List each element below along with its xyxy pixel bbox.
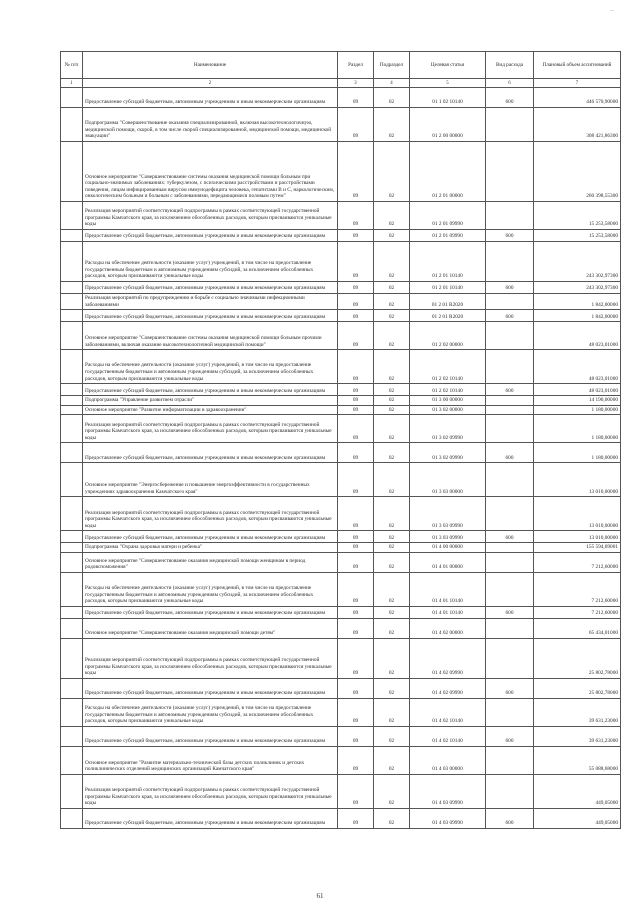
table-cell-razdel: 09 xyxy=(338,142,374,202)
table-row xyxy=(61,618,621,638)
table-cell-number xyxy=(61,322,83,350)
table-cell-razdel: 09 xyxy=(338,396,374,406)
table-cell-number xyxy=(61,774,83,808)
table-cell-target-article: 01 4 02 10140 xyxy=(410,698,486,726)
table-cell-razdel: 09 xyxy=(338,242,374,282)
table-cell-expense-type: 600 xyxy=(486,88,534,108)
table-cell-target-article: 01 3 02 09990 xyxy=(410,443,486,463)
table-cell-podrazdel: 02 xyxy=(374,384,410,396)
table-cell-target-article: 01 4 03 09990 xyxy=(410,808,486,828)
table-cell-razdel: 09 xyxy=(338,531,374,543)
table-cell-name: Основное мероприятие "Совершенствование оказания медицинской помощи женщинам в период родовспоможения" xyxy=(83,552,338,572)
table-cell-amount: 7 212,60000 xyxy=(534,552,621,572)
table-cell-podrazdel: 02 xyxy=(374,108,410,142)
table-cell-podrazdel: 02 xyxy=(374,142,410,202)
table-row xyxy=(61,678,621,698)
table-row xyxy=(61,746,621,774)
table-cell-podrazdel: 02 xyxy=(374,88,410,108)
table-cell-name: Предоставление субсидий бюджетным, автономным учреждениям и иным некоммерческим организациям xyxy=(83,88,338,108)
table-cell-number xyxy=(61,230,83,242)
table-cell-amount: 243 302,97300 xyxy=(534,242,621,282)
header-expense-type: Вид расхода xyxy=(486,52,534,79)
table-row xyxy=(61,463,621,497)
table-cell-number xyxy=(61,282,83,294)
table-cell-name: Реализация мероприятий соответствующей подпрограммы в рамках соответствующей государственной программы Камчатского края, за исключением обособленных расходов, которым присваиваются уникальные коды xyxy=(83,202,338,230)
table-cell-target-article: 01 2 02 00000 xyxy=(410,322,486,350)
table-cell-target-article: 01 2 01 R2020 xyxy=(410,310,486,322)
table-cell-razdel: 09 xyxy=(338,443,374,463)
table-cell-amount: 14 190,00000 xyxy=(534,396,621,406)
table-row xyxy=(61,543,621,553)
table-cell-number xyxy=(61,497,83,531)
table-cell-razdel: 09 xyxy=(338,384,374,396)
table-cell-expense-type: 600 xyxy=(486,808,534,828)
table-cell-name: Предоставление субсидий бюджетным, автономным учреждениям и иным некоммерческим организациям xyxy=(83,808,338,828)
table-cell-expense-type xyxy=(486,463,534,497)
table-cell-podrazdel: 02 xyxy=(374,808,410,828)
table-cell-razdel: 09 xyxy=(338,282,374,294)
table-cell-razdel: 09 xyxy=(338,108,374,142)
table-row xyxy=(61,108,621,142)
table-cell-number xyxy=(61,405,83,415)
table-cell-amount: 65 434,01000 xyxy=(534,618,621,638)
table-cell-podrazdel: 02 xyxy=(374,463,410,497)
table-row xyxy=(61,443,621,463)
column-number: 7 xyxy=(534,79,621,88)
table-cell-name: Подпрограмма "Охрана здоровья матери и ребенка" xyxy=(83,543,338,553)
table-cell-name: Предоставление субсидий бюджетным, автономным учреждениям и иным некоммерческим организациям xyxy=(83,384,338,396)
table-row xyxy=(61,350,621,384)
table-cell-amount: 55 088,68000 xyxy=(534,746,621,774)
table-cell-podrazdel: 02 xyxy=(374,726,410,746)
table-cell-podrazdel: 02 xyxy=(374,310,410,322)
table-cell-name: Расходы на обеспечение деятельности (оказание услуг) учреждений, в том числе на предоставление государственным бюджетным и автономным учреждениям субсидий, за исключением обособленных расходов, которым присваиваются уникальные коды xyxy=(83,698,338,726)
table-cell-expense-type: 600 xyxy=(486,678,534,698)
table-cell-amount: 260 398,55300 xyxy=(534,142,621,202)
table-body xyxy=(61,88,621,829)
column-number: 5 xyxy=(410,79,486,88)
header-number: № п/п xyxy=(61,52,83,79)
table-cell-amount: 15 253,58000 xyxy=(534,202,621,230)
table-row xyxy=(61,202,621,230)
table-cell-podrazdel: 02 xyxy=(374,202,410,230)
table-cell-expense-type: 600 xyxy=(486,310,534,322)
table-row xyxy=(61,384,621,396)
table-cell-amount: 25 802,78000 xyxy=(534,678,621,698)
table-cell-name: Реализация мероприятий соответствующей подпрограммы в рамках соответствующей государственной программы Камчатского края, за исключением обособленных расходов, которым присваиваются уникальные коды xyxy=(83,774,338,808)
table-row xyxy=(61,88,621,108)
table-cell-number xyxy=(61,606,83,618)
header-podrazdel: Подраздел xyxy=(374,52,410,79)
table-cell-podrazdel: 02 xyxy=(374,678,410,698)
table-cell-amount: 7 212,60000 xyxy=(534,606,621,618)
table-cell-number xyxy=(61,350,83,384)
table-cell-podrazdel: 02 xyxy=(374,396,410,406)
column-number: 6 xyxy=(486,79,534,88)
table-cell-expense-type xyxy=(486,774,534,808)
table-cell-expense-type xyxy=(486,698,534,726)
table-cell-razdel: 09 xyxy=(338,774,374,808)
column-number: 1 xyxy=(61,79,83,88)
table-cell-razdel: 09 xyxy=(338,808,374,828)
table-row xyxy=(61,282,621,294)
table-cell-target-article: 01 4 00 00000 xyxy=(410,543,486,553)
table-cell-name: Основное мероприятие "Развитие информатизации в здравоохранении" xyxy=(83,405,338,415)
table-cell-target-article: 01 4 02 10140 xyxy=(410,726,486,746)
table-cell-target-article: 01 1 02 10140 xyxy=(410,88,486,108)
table-cell-target-article: 01 2 01 10140 xyxy=(410,282,486,294)
table-cell-razdel: 09 xyxy=(338,415,374,443)
table-cell-razdel: 09 xyxy=(338,230,374,242)
table-cell-podrazdel: 02 xyxy=(374,322,410,350)
table-cell-expense-type: 600 xyxy=(486,726,534,746)
table-cell-amount: 39 631,23000 xyxy=(534,698,621,726)
table-cell-target-article: 01 2 02 10140 xyxy=(410,350,486,384)
table-cell-target-article: 01 2 01 R2020 xyxy=(410,294,486,310)
table-cell-number xyxy=(61,463,83,497)
table-cell-expense-type xyxy=(486,543,534,553)
table-cell-expense-type xyxy=(486,108,534,142)
table-cell-target-article: 01 3 03 09990 xyxy=(410,531,486,543)
table-cell-number xyxy=(61,543,83,553)
table-cell-razdel: 09 xyxy=(338,606,374,618)
table-cell-name: Предоставление субсидий бюджетным, автономным учреждениям и иным некоммерческим организациям xyxy=(83,726,338,746)
table-row xyxy=(61,726,621,746)
table-cell-target-article: 01 2 01 10140 xyxy=(410,242,486,282)
table-cell-target-article: 01 4 02 09990 xyxy=(410,678,486,698)
table-cell-razdel: 09 xyxy=(338,746,374,774)
table-row xyxy=(61,774,621,808)
table-cell-podrazdel: 02 xyxy=(374,531,410,543)
table-cell-amount: 13 010,00000 xyxy=(534,531,621,543)
table-cell-number xyxy=(61,726,83,746)
table-cell-target-article: 01 2 01 09990 xyxy=(410,230,486,242)
table-cell-amount: 449,05000 xyxy=(534,774,621,808)
table-cell-expense-type xyxy=(486,294,534,310)
header-amount: Плановый объем ассигнований xyxy=(534,52,621,79)
table-cell-podrazdel: 02 xyxy=(374,543,410,553)
table-row xyxy=(61,808,621,828)
table-cell-name: Расходы на обеспечение деятельности (оказание услуг) учреждений, в том числе на предоставление государственным бюджетным и автономным учреждениям субсидий, за исключением обособленных расходов, которым присваиваются уникальные коды xyxy=(83,350,338,384)
table-cell-expense-type xyxy=(486,322,534,350)
table-cell-podrazdel: 02 xyxy=(374,294,410,310)
table-row xyxy=(61,606,621,618)
table-cell-amount: 1 180,00000 xyxy=(534,415,621,443)
table-cell-razdel: 09 xyxy=(338,618,374,638)
table-cell-target-article: 01 3 03 09990 xyxy=(410,497,486,531)
table-row xyxy=(61,531,621,543)
table-cell-name: Основное мероприятие "Совершенствование оказания медицинской помощи детям" xyxy=(83,618,338,638)
table-cell-name: Основное мероприятие "Совершенствование системы оказания медицинской помощи больным при социально-значимых заболеваниях: туберкулезом, с психическими расстройствами и расстройствами поведения, лицам инфицированным вирусом иммунодефицита человека, гепатитами B и C, наркологическим, онкологическим больным и больным с заболеваниями, передающимися половым путем" xyxy=(83,142,338,202)
table-cell-razdel: 09 xyxy=(338,552,374,572)
table-row xyxy=(61,294,621,310)
table-cell-razdel: 09 xyxy=(338,726,374,746)
table-cell-name: Предоставление субсидий бюджетным, автономным учреждениям и иным некоммерческим организациям xyxy=(83,531,338,543)
table-cell-name: Расходы на обеспечение деятельности (оказание услуг) учреждений, в том числе на предоставление государственным бюджетным и автономным учреждениям субсидий, за исключением обособленных расходов, которым присваиваются уникальные коды xyxy=(83,572,338,606)
table-cell-amount: 13 010,00000 xyxy=(534,497,621,531)
table-cell-target-article: 01 2 01 00000 xyxy=(410,142,486,202)
table-cell-podrazdel: 02 xyxy=(374,230,410,242)
table-cell-number xyxy=(61,572,83,606)
table-cell-podrazdel: 02 xyxy=(374,405,410,415)
table-cell-name: Предоставление субсидий бюджетным, автономным учреждениям и иным некоммерческим организациям xyxy=(83,678,338,698)
table-cell-podrazdel: 02 xyxy=(374,618,410,638)
table-row xyxy=(61,142,621,202)
table-cell-name: Предоставление субсидий бюджетным, автономным учреждениям и иным некоммерческим организациям xyxy=(83,310,338,322)
table-cell-amount: 308 421,86300 xyxy=(534,108,621,142)
table-row xyxy=(61,310,621,322)
page-mark: .. xyxy=(610,6,614,13)
column-number-row xyxy=(61,79,621,88)
table-cell-amount: 48 023,01000 xyxy=(534,350,621,384)
table-cell-number xyxy=(61,294,83,310)
table-cell-amount: 7 212,60000 xyxy=(534,572,621,606)
table-cell-target-article: 01 4 03 00000 xyxy=(410,746,486,774)
header-row xyxy=(61,52,621,79)
table-row xyxy=(61,497,621,531)
table-cell-amount: 1 180,00000 xyxy=(534,443,621,463)
table-cell-podrazdel: 02 xyxy=(374,415,410,443)
table-cell-number xyxy=(61,638,83,678)
table-cell-number xyxy=(61,202,83,230)
table-cell-expense-type xyxy=(486,746,534,774)
table-cell-target-article: 01 4 01 00000 xyxy=(410,552,486,572)
table-cell-amount: 1 180,00000 xyxy=(534,405,621,415)
table-cell-target-article: 01 4 01 10140 xyxy=(410,606,486,618)
table-cell-amount: 446 570,90000 xyxy=(534,88,621,108)
table-cell-expense-type: 600 xyxy=(486,230,534,242)
table-cell-expense-type xyxy=(486,415,534,443)
table-cell-expense-type xyxy=(486,396,534,406)
table-cell-name: Предоставление субсидий бюджетным, автономным учреждениям и иным некоммерческим организациям xyxy=(83,606,338,618)
table-cell-amount: 48 023,01000 xyxy=(534,322,621,350)
table-cell-razdel: 09 xyxy=(338,294,374,310)
table-row xyxy=(61,572,621,606)
header-target-article: Целевая статья xyxy=(410,52,486,79)
table-cell-target-article: 01 2 00 00000 xyxy=(410,108,486,142)
table-cell-number xyxy=(61,108,83,142)
table-cell-podrazdel: 02 xyxy=(374,606,410,618)
table-cell-name: Предоставление субсидий бюджетным, автономным учреждениям и иным некоммерческим организациям xyxy=(83,282,338,294)
table-row xyxy=(61,638,621,678)
table-cell-razdel: 09 xyxy=(338,543,374,553)
table-cell-number xyxy=(61,142,83,202)
table-cell-expense-type xyxy=(486,202,534,230)
table-cell-podrazdel: 02 xyxy=(374,350,410,384)
table-cell-name: Подпрограмма "Управление развитием отрасли" xyxy=(83,396,338,406)
table-cell-target-article: 01 3 03 00000 xyxy=(410,463,486,497)
budget-table-container xyxy=(60,51,620,829)
table-cell-number xyxy=(61,384,83,396)
table-cell-number xyxy=(61,746,83,774)
table-cell-name: Основное мероприятие "Развитие материально-технической базы детских поликлиник и детских поликлинических отделений медицинских организаций Камчатского края" xyxy=(83,746,338,774)
header-name: Наименование xyxy=(83,52,338,79)
table-cell-number xyxy=(61,88,83,108)
table-cell-razdel: 09 xyxy=(338,322,374,350)
table-cell-podrazdel: 02 xyxy=(374,746,410,774)
table-cell-razdel: 09 xyxy=(338,463,374,497)
table-cell-expense-type xyxy=(486,405,534,415)
table-cell-expense-type xyxy=(486,350,534,384)
table-cell-razdel: 09 xyxy=(338,350,374,384)
table-cell-amount: 48 023,01000 xyxy=(534,384,621,396)
table-cell-podrazdel: 02 xyxy=(374,282,410,294)
budget-table xyxy=(60,51,621,829)
table-cell-podrazdel: 02 xyxy=(374,698,410,726)
page-number: 61 xyxy=(316,892,324,900)
table-cell-podrazdel: 02 xyxy=(374,572,410,606)
table-cell-amount: 1 842,00000 xyxy=(534,294,621,310)
table-cell-razdel: 09 xyxy=(338,678,374,698)
table-cell-expense-type xyxy=(486,497,534,531)
table-cell-podrazdel: 02 xyxy=(374,497,410,531)
table-cell-razdel: 09 xyxy=(338,572,374,606)
table-cell-amount: 25 802,78000 xyxy=(534,638,621,678)
table-cell-razdel: 09 xyxy=(338,310,374,322)
table-cell-expense-type xyxy=(486,242,534,282)
table-cell-amount: 13 010,00000 xyxy=(534,463,621,497)
table-cell-number xyxy=(61,396,83,406)
table-row xyxy=(61,322,621,350)
table-cell-number xyxy=(61,552,83,572)
table-cell-name: Предоставление субсидий бюджетным, автономным учреждениям и иным некоммерческим организациям xyxy=(83,230,338,242)
table-cell-razdel: 09 xyxy=(338,698,374,726)
table-cell-name: Основное мероприятие "Совершенствование системы оказания медицинской помощи больным прочими заболеваниями, включая оказание высокотехнологичной медицинской помощи" xyxy=(83,322,338,350)
table-cell-expense-type xyxy=(486,572,534,606)
table-cell-name: Реализация мероприятий соответствующей подпрограммы в рамках соответствующей государственной программы Камчатского края, за исключением обособленных расходов, которым присваиваются уникальные коды xyxy=(83,638,338,678)
table-cell-podrazdel: 02 xyxy=(374,774,410,808)
table-cell-number xyxy=(61,443,83,463)
table-cell-number xyxy=(61,415,83,443)
table-cell-number xyxy=(61,808,83,828)
table-cell-expense-type xyxy=(486,618,534,638)
table-cell-target-article: 01 3 02 00000 xyxy=(410,405,486,415)
table-cell-podrazdel: 02 xyxy=(374,443,410,463)
table-cell-target-article: 01 4 02 09990 xyxy=(410,638,486,678)
table-row xyxy=(61,405,621,415)
table-cell-amount: 243 302,97300 xyxy=(534,282,621,294)
table-cell-number xyxy=(61,310,83,322)
table-cell-razdel: 09 xyxy=(338,88,374,108)
column-number: 3 xyxy=(338,79,374,88)
table-cell-amount: 1 842,00000 xyxy=(534,310,621,322)
table-row xyxy=(61,552,621,572)
table-cell-podrazdel: 02 xyxy=(374,638,410,678)
table-cell-name: Реализация мероприятий по предупреждению и борьбе с социально значимыми инфекционными заболеваниями xyxy=(83,294,338,310)
table-cell-target-article: 01 2 01 09990 xyxy=(410,202,486,230)
column-number: 2 xyxy=(83,79,338,88)
table-cell-target-article: 01 3 00 00000 xyxy=(410,396,486,406)
table-row xyxy=(61,396,621,406)
table-cell-amount: 449,05000 xyxy=(534,808,621,828)
table-cell-expense-type xyxy=(486,552,534,572)
table-cell-number xyxy=(61,698,83,726)
table-cell-expense-type xyxy=(486,142,534,202)
table-cell-razdel: 09 xyxy=(338,638,374,678)
table-cell-number xyxy=(61,242,83,282)
table-cell-name: Реализация мероприятий соответствующей подпрограммы в рамках соответствующей государственной программы Камчатского края, за исключением обособленных расходов, которым присваиваются уникальные коды xyxy=(83,415,338,443)
table-cell-name: Основное мероприятие "Энергосбережение и повышение энергоэффективности в государственных учреждениях здравоохранения Камчатского края" xyxy=(83,463,338,497)
table-cell-number xyxy=(61,678,83,698)
table-cell-amount: 15 253,58000 xyxy=(534,230,621,242)
table-cell-expense-type: 600 xyxy=(486,282,534,294)
table-cell-target-article: 01 4 03 09990 xyxy=(410,774,486,808)
table-cell-razdel: 09 xyxy=(338,405,374,415)
table-row xyxy=(61,698,621,726)
table-cell-target-article: 01 3 02 09990 xyxy=(410,415,486,443)
table-cell-target-article: 01 2 02 10140 xyxy=(410,384,486,396)
table-cell-name: Реализация мероприятий соответствующей подпрограммы в рамках соответствующей государственной программы Камчатского края, за исключением обособленных расходов, которым присваиваются уникальные коды xyxy=(83,497,338,531)
table-cell-razdel: 09 xyxy=(338,202,374,230)
table-row xyxy=(61,242,621,282)
table-row xyxy=(61,415,621,443)
table-cell-name: Предоставление субсидий бюджетным, автономным учреждениям и иным некоммерческим организациям xyxy=(83,443,338,463)
table-cell-expense-type: 600 xyxy=(486,384,534,396)
table-cell-amount: 39 631,23000 xyxy=(534,726,621,746)
table-row xyxy=(61,230,621,242)
table-cell-target-article: 01 4 01 10140 xyxy=(410,572,486,606)
table-cell-number xyxy=(61,618,83,638)
table-cell-name: Расходы на обеспечение деятельности (оказание услуг) учреждений, в том числе на предоставление государственным бюджетным и автономным учреждениям субсидий, за исключением обособленных расходов, которым присваиваются уникальные коды xyxy=(83,242,338,282)
table-cell-razdel: 09 xyxy=(338,497,374,531)
table-cell-podrazdel: 02 xyxy=(374,242,410,282)
table-cell-expense-type: 600 xyxy=(486,606,534,618)
table-cell-expense-type: 600 xyxy=(486,443,534,463)
table-cell-amount: 155 594,69001 xyxy=(534,543,621,553)
table-cell-expense-type xyxy=(486,638,534,678)
table-cell-podrazdel: 02 xyxy=(374,552,410,572)
table-cell-name: Подпрограмма "Совершенствование оказания специализированной, включая высокотехнологичную, медицинской помощи, скорой, в том числе скорой специализированной, медицинской помощи, медицинской эвакуации" xyxy=(83,108,338,142)
column-number: 4 xyxy=(374,79,410,88)
table-cell-expense-type: 600 xyxy=(486,531,534,543)
header-razdel: Раздел xyxy=(338,52,374,79)
table-cell-number xyxy=(61,531,83,543)
table-cell-target-article: 01 4 02 00000 xyxy=(410,618,486,638)
